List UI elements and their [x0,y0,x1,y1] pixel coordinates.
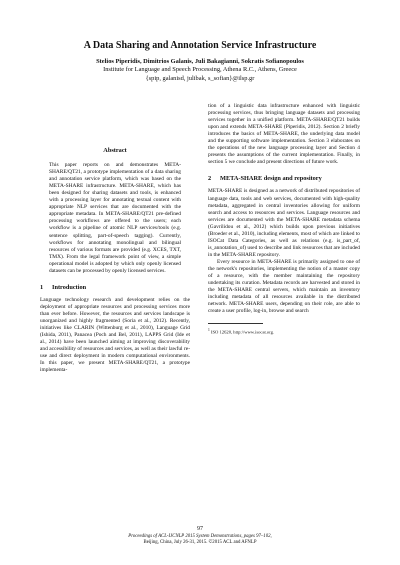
section-title: META-SHARE design and repository [220,175,322,183]
proceedings-footer [0,534,400,546]
author-emails: {spip, galanisd, julibak, s_sofian}@ilsp.gr [145,74,255,82]
right-column [208,103,360,336]
left-column [40,103,190,374]
abstract-heading: Abstract [103,147,127,154]
author-affiliation: Institute for Language and Speech Processing, Athena R.C., Athens, Greece [103,66,297,74]
intro-continued-paragraph: tion of a linguistic data infrastructure enhanced with linguistic processing services, thus bringing language datasets and processing services together in a unified platform. META-SHARE/QT21 builds upon and extends META-SHARE (Piperidis, 2012). Section 2 briefly introduces the basics of META-SHARE, the underlying data model and the supporting software implementation. Section 3 elaborates on the operations of the new language processing layer and Section 4 presents the assumptions of the current implementation. Finally, in section 5 we conclude and present directions of future work. [208,103,360,166]
author-block [0,58,400,83]
intro-paragraph: Language technology research and development relies on the deployment of appropriate resources and processing services more than ever before. However, the resources and services landscape is unorganized and highly fragmented (Soria et al., 2012). Recently, initiatives like CLARIN (Wittenburg et al., 2010), Language Grid (Ishida, 2011), Panacea (Poch and Bel, 2011), LAPPS Grid (Ide et al., 2014) have been launched aiming at improving discoverability and accessibility of resources and services, as well as their lawful re-use and direct deployment in modern computational environments. In this paper, we present META-SHARE/QT21, a prototype implementa- [40,296,190,374]
section-title: Introduction [52,283,87,291]
section-heading-meta-share [208,175,360,182]
abstract [40,162,190,275]
section-number: 2 [208,175,212,183]
proceedings-line-2: Beijing, China, July 26-31, 2015. ©2015 ACL and AFNLP [143,540,257,546]
footnote-rule [208,323,263,324]
abstract-text: This paper reports on and demonstrates META-SHARE/QT21, a prototype implementation of a data sharing and annotation service platform, which was based on the META-SHARE infrastructure. META-SHARE, which has been designed for sharing datasets and tools, is enhanced with a processing layer for annotating textual content with appropriate NLP services that are documented with the appropriate metadata. In META-SHARE/QT21 pre-defined processing workflows are offered to the users; each workflow is a pipeline of atomic NLP services/tools (e.g. sentence splitting, part-of-speech tagging). Currently, workflows for annotating monolingual and bilingual resources of various formats are provided (e.g. XCES, TXT, TMX). From the legal framework point of view, a simple operational model is adopted by which only openly licensed datasets can be processed by openly licensed services. [49,162,181,274]
section2-paragraph-1: META-SHARE is designed as a network of distributed repositories of language data, tools and web services, documented with high-quality metadata, aggregated in central inventories allowing for uniform search and access to resources and services. Language resources and services are documented with the META-SHARE metadata schema (Gavrilidou et al., 2012) which builds upon previous initiatives (Broeder et al., 2010), including elements, most of which are linked to ISOCat Data Categories, as well as relations (e.g. is_part_of, is_annotation_of) used to describe and link resources that are included in the META-SHARE repository. [208,188,360,258]
footnote-text: ISO 12620, http://www.isocat.org. [210,329,275,335]
page-number: 97 [197,526,203,532]
section-heading-introduction [40,284,190,291]
author-names: Stelios Piperidis, Dimitrios Galanis, Juli Bakagianni, Sokratis Sofianopoulos [96,58,304,65]
section-number: 1 [40,283,44,291]
section2-paragraph-2: Every resource in META-SHARE is primarily assigned to one of the network's repositories, implementing the notion of a master copy of a resource, with the member maintaining the repository undertaking its curation. Metadata records are harvested and stored in the META-SHARE central servers, which maintain an inventory including metadata of all resources available in the distributed network. META-SHARE users, depending on their role, are able to create a user profile, log-in, browse and search [208,258,360,315]
footnote [208,327,360,336]
paper-title: A Data Sharing and Annotation Service Infrastructure [83,40,317,51]
proceedings-line-1: Proceedings of ACL-IJCNLP 2015 System Demonstrations, pages 97–102, [128,534,272,539]
footnote-mark: 1 [208,328,210,333]
